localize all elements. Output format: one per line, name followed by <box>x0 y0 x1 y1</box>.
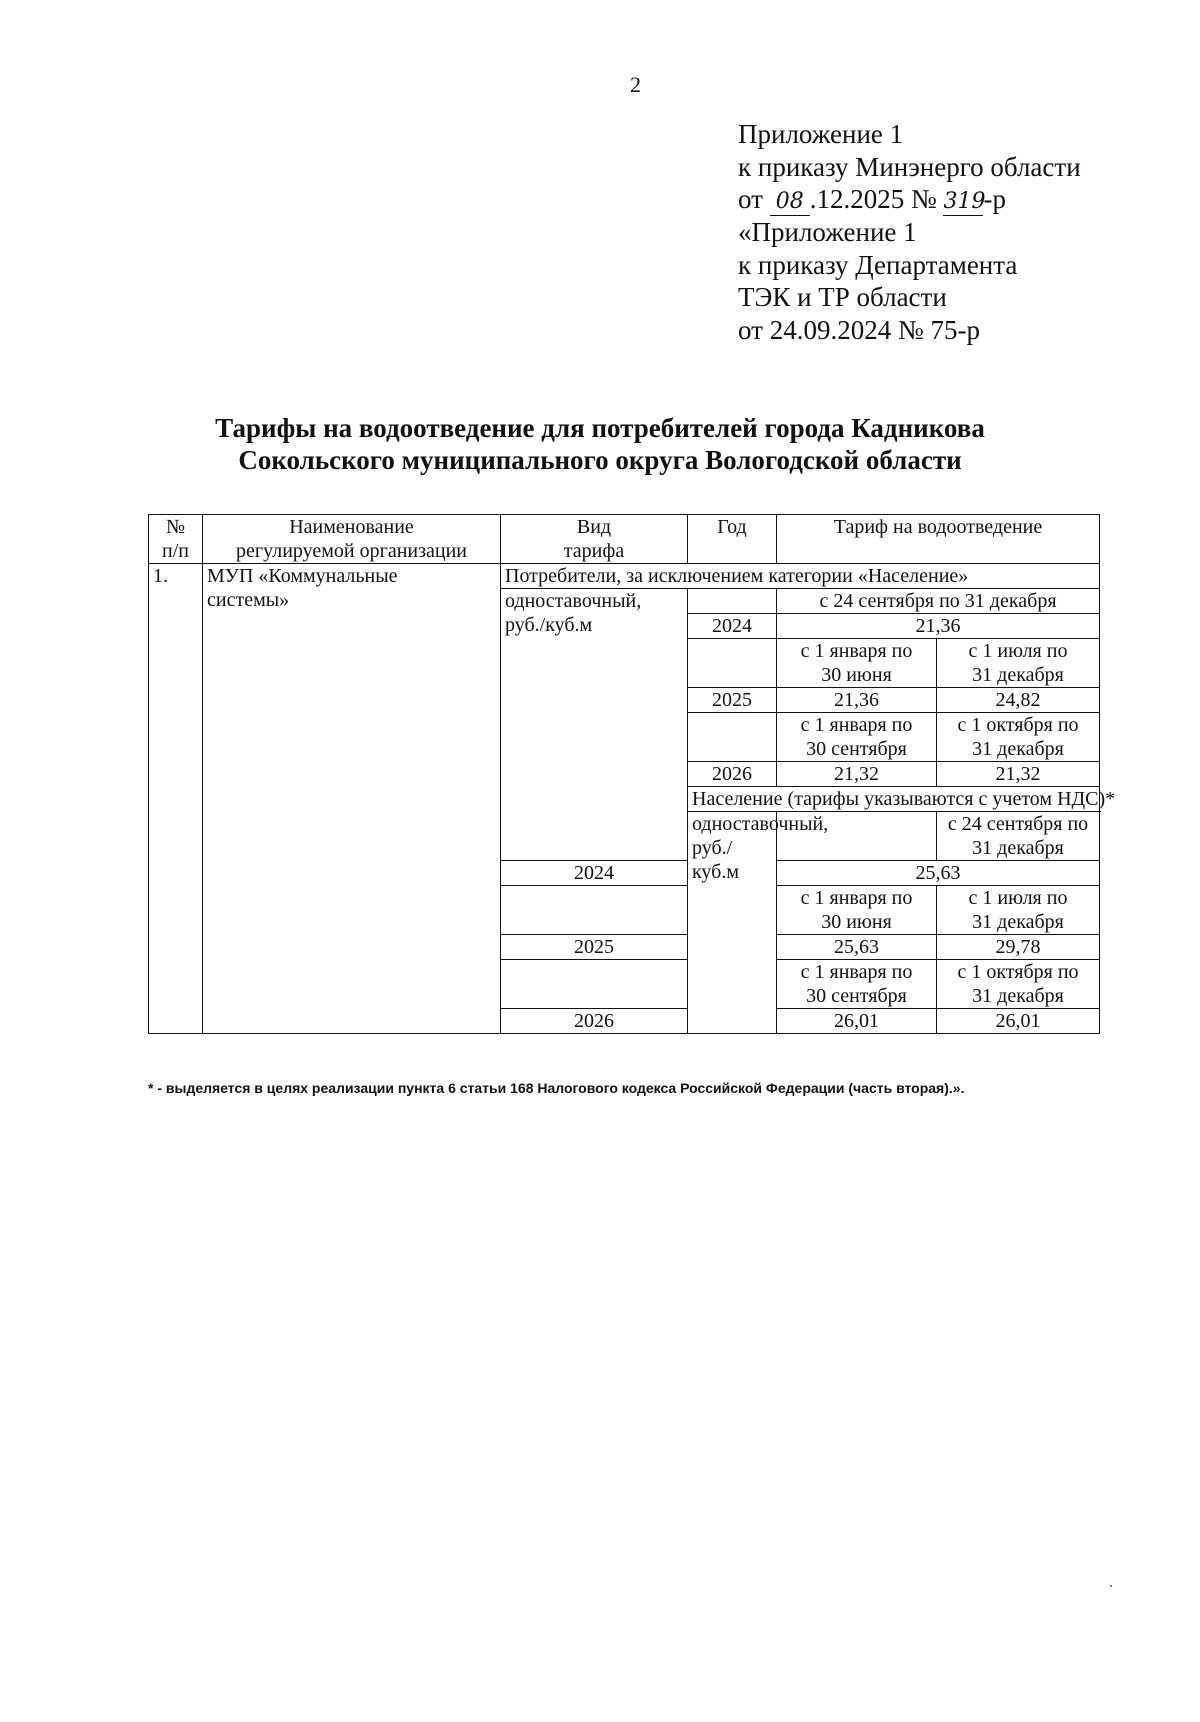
year-cell: 2026 <box>688 762 777 787</box>
tariff-type: одноставочный, руб./куб.м <box>688 812 777 1034</box>
tariff-value: 21,32 <box>937 762 1100 787</box>
appendix-line: от 24.09.2024 № 75-р <box>738 314 980 345</box>
period-cell: с 1 января по 30 июня <box>777 639 937 688</box>
header-tariff-type: Вид тарифа <box>501 515 688 564</box>
period-cell: с 1 июля по 31 декабря <box>937 886 1100 935</box>
header-num: № п/п <box>149 515 203 564</box>
appendix-order-middle: .12.2025 № <box>809 184 944 214</box>
organization-name: МУП «Коммунальные системы» <box>203 564 501 1034</box>
empty-cell <box>688 589 777 614</box>
period-cell: с 1 января по 30 сентября <box>777 960 937 1009</box>
appendix-line: к приказу Минэнерго области <box>738 151 1081 182</box>
document-title <box>150 412 1050 476</box>
footnote: * - выделяется в целях реализации пункта 6 статьи 168 Налогового кодекса Российской Федерации (часть вторая).». <box>148 1080 965 1096</box>
year-cell: 2025 <box>688 688 777 713</box>
header-tariff: Тариф на водоотведение <box>777 515 1100 564</box>
tariff-value: 21,36 <box>777 688 937 713</box>
tariff-value: 24,82 <box>937 688 1100 713</box>
tariff-value: 21,36 <box>777 614 1100 639</box>
header-row <box>149 515 1100 564</box>
tariff-table <box>148 514 1116 1034</box>
year-cell: 2026 <box>501 1009 688 1034</box>
page-number: 2 <box>630 72 641 97</box>
tariff-value: 21,32 <box>777 762 937 787</box>
period-cell: с 1 января по 30 июня <box>777 886 937 935</box>
appendix-line: Приложение 1 <box>738 119 904 149</box>
tariff-value: 26,01 <box>937 1009 1100 1034</box>
tariff-value: 25,63 <box>777 861 1100 886</box>
year-cell: 2025 <box>501 935 688 960</box>
handwritten-day: 08 <box>770 191 810 216</box>
period-cell: с 1 июля по 31 декабря <box>937 639 1100 688</box>
tariff-value: 29,78 <box>937 935 1100 960</box>
period-cell: с 1 октября по 31 декабря <box>937 960 1100 1009</box>
period-cell: с 24 сентября по 31 декабря <box>777 589 1100 614</box>
header-organization: Наименование регулируемой организации <box>203 515 501 564</box>
appendix-line: ТЭК и ТР области <box>738 282 947 312</box>
appendix-line: к приказу Департамента <box>738 249 1018 280</box>
appendix-order-line <box>738 183 1081 216</box>
period-cell: с 1 января по 30 сентября <box>777 713 937 762</box>
appendix-order-suffix: -р <box>983 184 1006 214</box>
handwritten-order-number: 319 <box>943 189 986 214</box>
year-cell: 2024 <box>501 861 688 886</box>
empty-cell <box>688 639 777 688</box>
appendix-order-prefix: от <box>738 184 770 214</box>
tariff-type: одноставочный, руб./куб.м <box>501 589 688 861</box>
row-number: 1. <box>149 564 203 1034</box>
tariff-value: 26,01 <box>777 1009 937 1034</box>
empty-cell <box>501 886 688 935</box>
scan-speck <box>1110 1585 1112 1587</box>
appendix-block <box>738 118 1081 346</box>
period-cell: с 24 сентября по 31 декабря <box>937 812 1100 861</box>
empty-cell <box>688 713 777 762</box>
empty-cell <box>501 960 688 1009</box>
category-label: Население (тарифы указываются с учетом НДС)* <box>688 787 1100 812</box>
title-line: Тарифы на водоотведение для потребителей города Кадникова <box>215 413 985 443</box>
period-cell: с 1 октября по 31 декабря <box>937 713 1100 762</box>
table-row <box>149 564 1100 589</box>
tariff-value: 25,63 <box>777 935 937 960</box>
title-line: Сокольского муниципального округа Вологодской области <box>238 445 962 475</box>
header-year: Год <box>688 515 777 564</box>
category-label: Потребители, за исключением категории «Население» <box>501 564 1100 589</box>
appendix-line: «Приложение 1 <box>738 217 917 247</box>
year-cell: 2024 <box>688 614 777 639</box>
